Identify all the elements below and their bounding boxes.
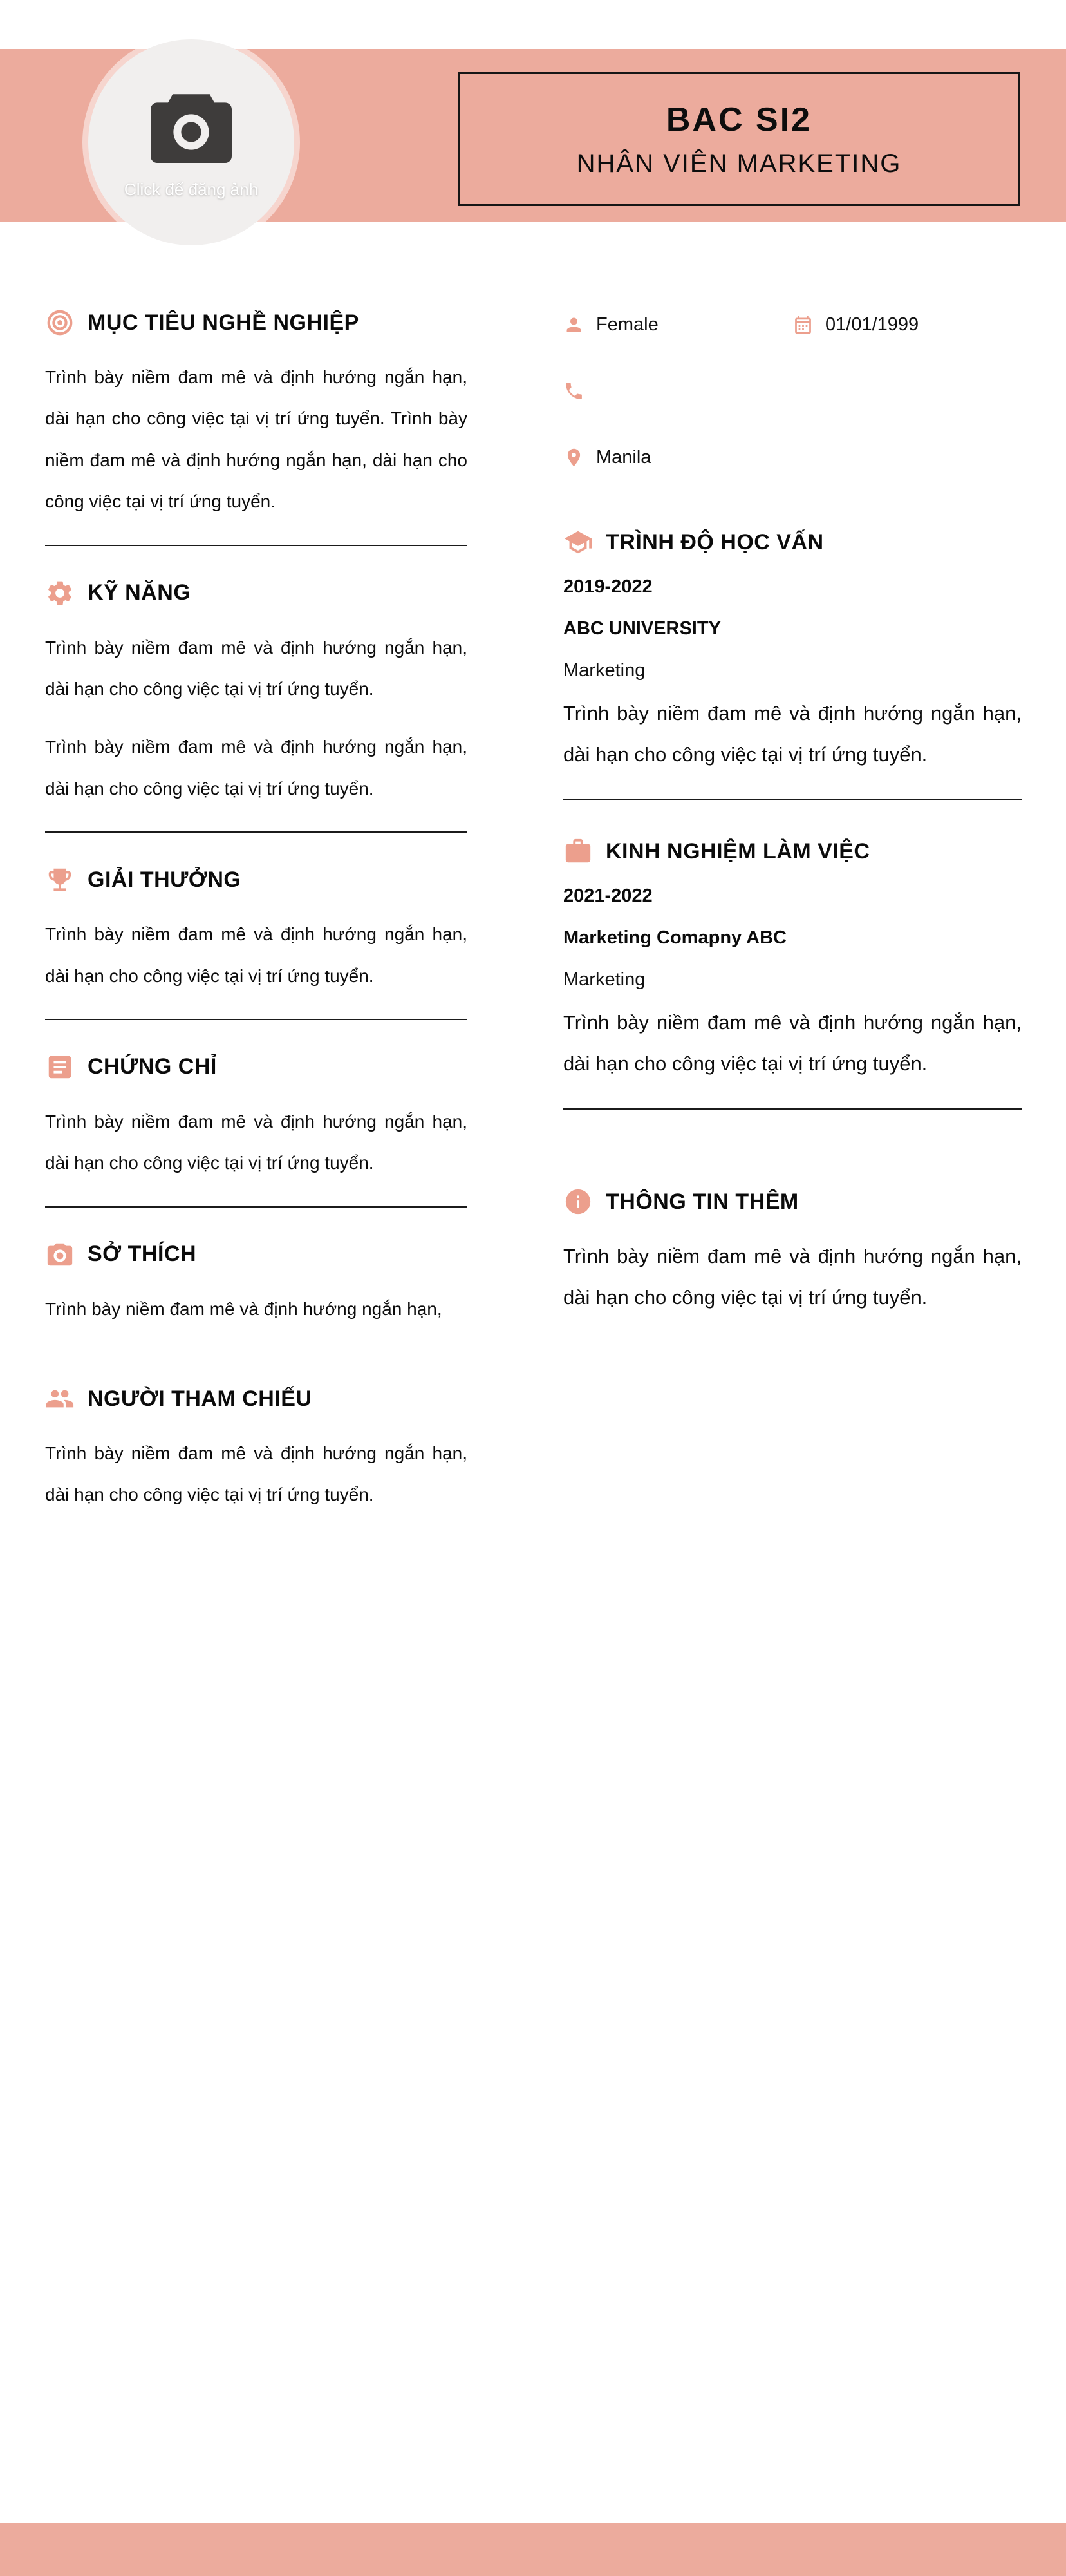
section-hobbies <box>45 1240 467 1330</box>
section-body: Trình bày niềm đam mê và định hướng ngắn hạn, <box>45 1298 442 1319</box>
target-icon <box>45 308 75 337</box>
divider <box>45 1019 467 1020</box>
section-title: SỞ THÍCH <box>88 1242 197 1267</box>
footer-band <box>0 2523 1066 2576</box>
section-title: THÔNG TIN THÊM <box>606 1189 799 1214</box>
divider <box>45 831 467 833</box>
info-location <box>563 447 792 468</box>
section-certificates <box>45 1052 467 1208</box>
divider <box>563 799 1022 800</box>
divider <box>45 1206 467 1208</box>
info-phone <box>563 381 792 402</box>
info-birth-date-value: 01/01/1999 <box>825 314 919 335</box>
section-title: KỸ NĂNG <box>88 580 191 605</box>
certificate-icon <box>45 1052 75 1082</box>
section-experience <box>563 837 1022 1110</box>
section-additional-header <box>563 1187 1022 1217</box>
section-body: Trình bày niềm đam mê và định hướng ngắn hạn, dài hạn cho công việc tại vị trí ứng tuyển. <box>45 924 467 986</box>
divider <box>563 1108 1022 1110</box>
section-title: NGƯỜI THAM CHIẾU <box>88 1386 312 1411</box>
experience-description: Trình bày niềm đam mê và định hướng ngắn hạn, dài hạn cho công việc tại vị trí ứng tuyển. <box>563 1011 1022 1075</box>
education-description: Trình bày niềm đam mê và định hướng ngắn hạn, dài hạn cho công việc tại vị trí ứng tuyển. <box>563 702 1022 766</box>
section-additional-info <box>563 1187 1022 1318</box>
section-experience-header <box>563 837 1022 866</box>
briefcase-icon <box>563 837 593 866</box>
education-major: Marketing <box>563 660 646 681</box>
section-body: Trình bày niềm đam mê và định hướng ngắn hạn, dài hạn cho công việc tại vị trí ứng tuyển. <box>45 1111 467 1173</box>
education-period: 2019-2022 <box>563 576 653 597</box>
section-education-header <box>563 527 1022 557</box>
divider <box>45 545 467 546</box>
section-body: Trình bày niềm đam mê và định hướng ngắn hạn, dài hạn cho công việc tại vị trí ứng tuyển. Trình bày niềm đam mê và định hướng ngắn hạn, dài hạn cho công việc tại vị trí ứng tuyển. <box>45 367 467 512</box>
info-icon <box>563 1187 593 1217</box>
photo-caption: Click để đăng ảnh <box>124 179 259 199</box>
people-icon <box>45 1384 75 1414</box>
info-gender <box>563 314 792 336</box>
personal-info <box>563 314 1022 468</box>
camera-icon <box>45 1240 75 1269</box>
right-column <box>563 308 1022 1318</box>
section-title: KINH NGHIỆM LÀM VIỆC <box>606 838 870 864</box>
section-awards <box>45 865 467 1020</box>
cv-content <box>45 308 1022 1516</box>
cv-job-title: NHÂN VIÊN MARKETING <box>576 149 902 178</box>
section-references-header <box>45 1384 467 1414</box>
person-icon <box>563 314 584 336</box>
experience-company: Marketing Comapny ABC <box>563 927 787 949</box>
calendar-icon <box>792 314 814 336</box>
section-title: TRÌNH ĐỘ HỌC VẤN <box>606 529 824 554</box>
graduation-cap-icon <box>563 527 593 557</box>
phone-icon <box>563 381 584 402</box>
section-skills <box>45 578 467 833</box>
section-awards-header <box>45 865 467 895</box>
section-body: Trình bày niềm đam mê và định hướng ngắn hạn, dài hạn cho công việc tại vị trí ứng tuyển. <box>45 1443 467 1505</box>
camera-upload-icon <box>143 86 239 171</box>
location-pin-icon <box>563 447 584 468</box>
title-box <box>458 72 1020 206</box>
section-skills-header <box>45 578 467 608</box>
section-hobbies-header <box>45 1240 467 1269</box>
section-objective-header <box>45 308 467 337</box>
gear-icon <box>45 578 75 608</box>
info-gender-value: Female <box>596 314 659 335</box>
experience-period: 2021-2022 <box>563 886 653 907</box>
section-title: MỤC TIÊU NGHỀ NGHIỆP <box>88 310 359 335</box>
left-column <box>45 308 467 1516</box>
section-body: Trình bày niềm đam mê và định hướng ngắn hạn, dài hạn cho công việc tại vị trí ứng tuyển. <box>45 737 467 799</box>
section-objective <box>45 308 467 546</box>
info-location-value: Manila <box>596 447 651 468</box>
info-birth-date <box>792 314 1022 336</box>
section-references <box>45 1384 467 1516</box>
section-body: Trình bày niềm đam mê và định hướng ngắn hạn, dài hạn cho công việc tại vị trí ứng tuyển. <box>45 637 467 699</box>
section-certificates-header <box>45 1052 467 1082</box>
experience-role: Marketing <box>563 969 646 990</box>
additional-info-body: Trình bày niềm đam mê và định hướng ngắn hạn, dài hạn cho công việc tại vị trí ứng tuyển. <box>563 1245 1022 1309</box>
section-title: GIẢI THƯỞNG <box>88 867 241 892</box>
cv-name: BAC SI2 <box>666 100 812 138</box>
trophy-icon <box>45 865 75 895</box>
section-education <box>563 527 1022 800</box>
section-title: CHỨNG CHỈ <box>88 1054 217 1079</box>
education-school: ABC UNIVERSITY <box>563 618 721 639</box>
photo-upload-placeholder[interactable] <box>88 39 294 245</box>
